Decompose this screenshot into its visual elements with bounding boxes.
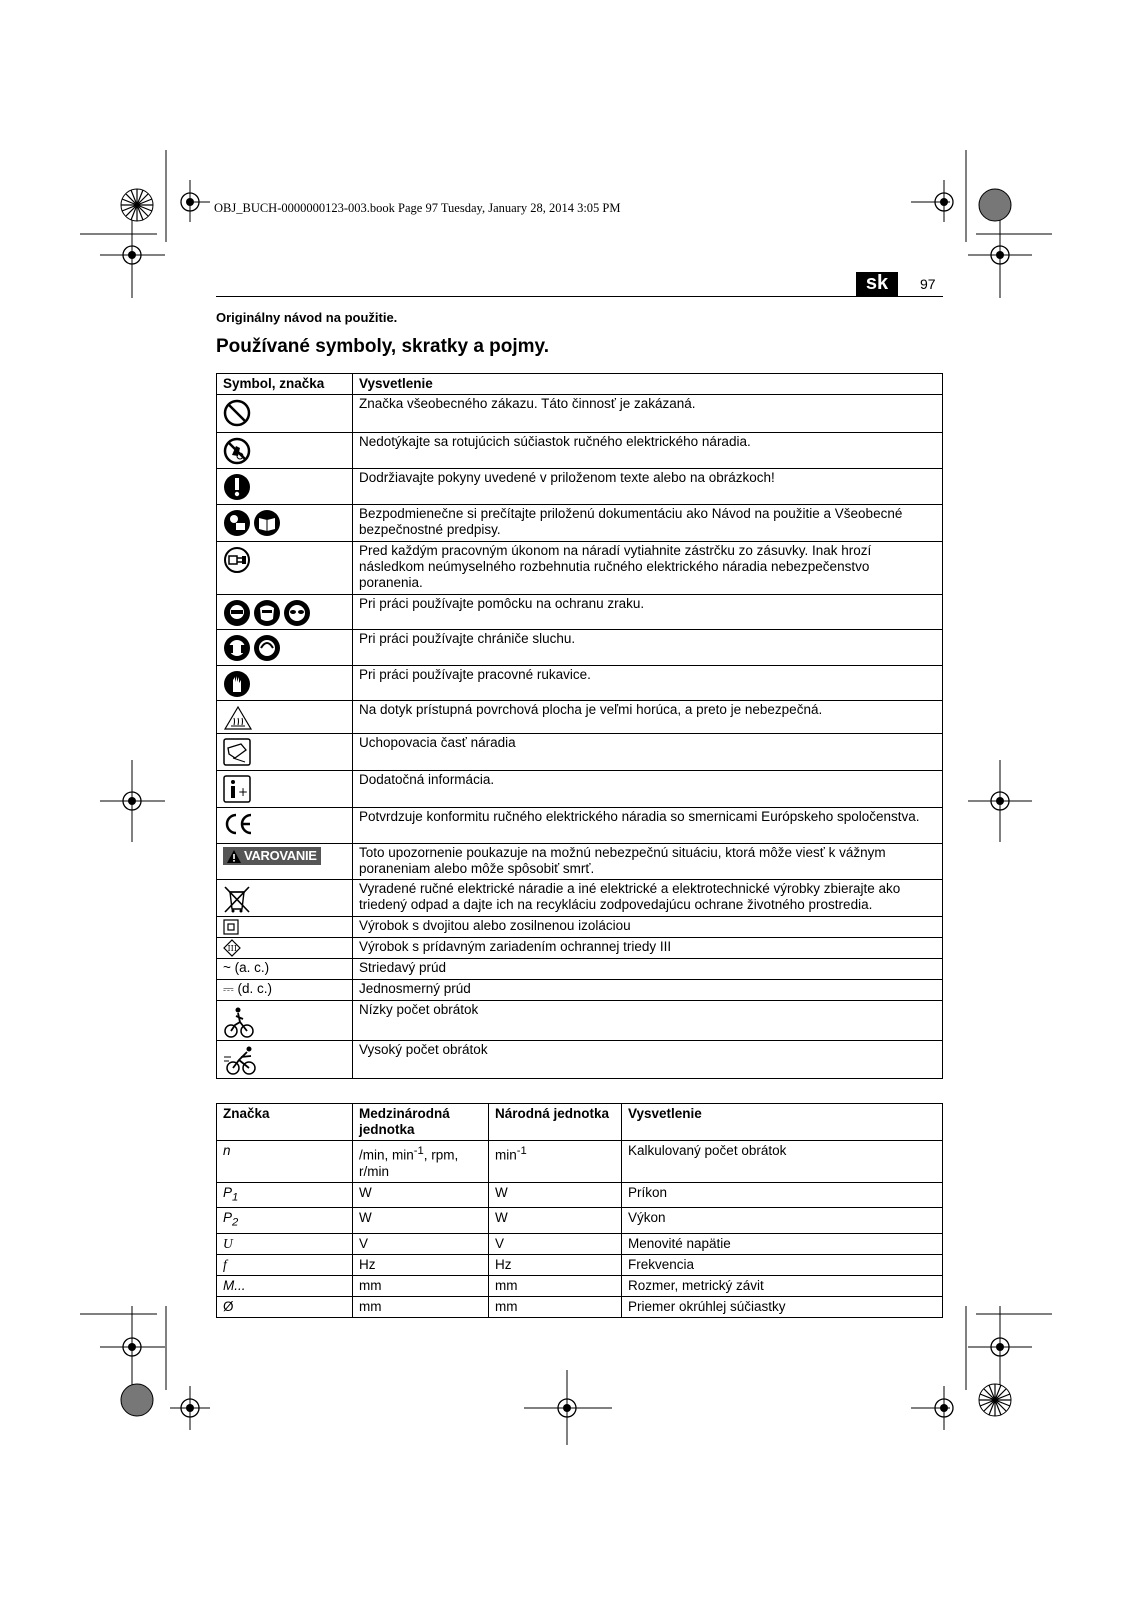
row-text: Dodatočná informácia. xyxy=(353,771,943,808)
row-text: Výrobok s prídavným zariadením ochrannej triedy III xyxy=(353,938,943,959)
weee-bin-icon xyxy=(223,884,251,914)
table-row xyxy=(217,1041,943,1079)
table-row xyxy=(217,1001,943,1041)
ac-label: ~ (a. c.) xyxy=(217,959,353,980)
table-row xyxy=(217,542,943,595)
info-icon xyxy=(223,775,251,803)
table-row xyxy=(217,938,943,959)
table-row xyxy=(217,433,943,469)
unit-description: Priemer okrúhlej súčiastky xyxy=(622,1296,943,1317)
national-unit: Hz xyxy=(489,1254,622,1275)
table-row xyxy=(217,1182,943,1208)
class-iii-icon xyxy=(223,939,241,957)
row-text: Potvrdzuje konformitu ručného elektrického náradia so smernicami Európskeho spoločenstva. xyxy=(353,808,943,844)
intl-unit: mm xyxy=(353,1296,489,1317)
unit-description: Menovité napätie xyxy=(622,1233,943,1254)
row-text: Pri práci používajte pomôcku na ochranu zraku. xyxy=(353,595,943,630)
row-text: Pri práci používajte pracovné rukavice. xyxy=(353,666,943,701)
row-text: Bezpodmienečne si prečítajte priloženú dokumentáciu ako Návod na použitie a Všeobecné bezpečnostné predpisy. xyxy=(353,505,943,542)
table-row xyxy=(217,980,943,1001)
column-header: Značka xyxy=(217,1104,353,1141)
unit-description: Príkon xyxy=(622,1182,943,1208)
intl-unit: V xyxy=(353,1233,489,1254)
table-row xyxy=(217,701,943,734)
table-row xyxy=(217,505,943,542)
table-row xyxy=(217,808,943,844)
row-text: Dodržiavajte pokyny uvedené v priloženom texte alebo na obrázkoch! xyxy=(353,469,943,505)
ce-mark-icon xyxy=(223,812,253,836)
ear-protection-icon xyxy=(223,634,251,662)
table-row xyxy=(217,1233,943,1254)
unit-symbol: M... xyxy=(217,1275,353,1296)
unit-symbol: n xyxy=(217,1141,353,1183)
table-row xyxy=(217,595,943,630)
row-text: Vysoký počet obrátok xyxy=(353,1041,943,1079)
unplug-icon xyxy=(223,546,251,574)
row-text: Nedotýkajte sa rotujúcich súčiastok ručného elektrického náradia. xyxy=(353,433,943,469)
row-text: Striedavý prúd xyxy=(353,959,943,980)
table-row xyxy=(217,630,943,666)
row-text: Nízky počet obrátok xyxy=(353,1001,943,1041)
read-manual-icon xyxy=(223,509,251,537)
table-row xyxy=(217,1254,943,1275)
double-insulation-icon xyxy=(223,919,239,935)
svg-text:+: + xyxy=(238,785,249,799)
unit-symbol: $P_2$ xyxy=(217,1208,353,1234)
unit-description: Rozmer, metrický závit xyxy=(622,1275,943,1296)
grip-area-icon xyxy=(223,738,251,766)
goggles-icon xyxy=(283,599,311,627)
page-title: Používané symboly, skratky a pojmy. xyxy=(216,336,549,357)
dc-label: ⎓ (d. c.) xyxy=(217,980,353,1001)
table-row xyxy=(217,917,943,938)
column-header: Vysvetlenie xyxy=(622,1104,943,1141)
warning-badge xyxy=(223,847,321,865)
prohibition-icon xyxy=(223,399,251,427)
row-text: Výrobok s dvojitou alebo zosilnenou izoláciou xyxy=(353,917,943,938)
unit-description: Výkon xyxy=(622,1208,943,1234)
row-text: Toto upozornenie poukazuje na možnú nebezpečnú situáciu, ktorá môže viesť k vážnym poraneniam alebo môže spôsobiť smrť. xyxy=(353,844,943,880)
unit-symbol: $P_1$ xyxy=(217,1182,353,1208)
low-speed-bicycle-icon xyxy=(223,1005,255,1039)
face-shield-icon xyxy=(253,599,281,627)
unit-description: Kalkulovaný počet obrátok xyxy=(622,1141,943,1183)
table-row xyxy=(217,771,943,808)
national-unit: mm xyxy=(489,1296,622,1317)
unit-description: Frekvencia xyxy=(622,1254,943,1275)
manual-book-icon xyxy=(253,509,281,537)
hot-surface-icon xyxy=(223,705,253,731)
row-text: Vyradené ručné elektrické náradie a iné elektrické a elektrotechnické výrobky zbierajte ako triedený odpad a dajte ich na recykláciu zodpovedajúcu ochrane životného prostredia. xyxy=(353,880,943,917)
warning-triangle-icon xyxy=(227,850,241,863)
eye-protection-icon xyxy=(223,599,251,627)
column-header: Medzinárodná jednotka xyxy=(353,1104,489,1141)
table-row xyxy=(217,959,943,980)
table-row xyxy=(217,880,943,917)
column-header: Symbol, značka xyxy=(217,374,353,395)
table-header-row xyxy=(217,374,943,395)
table-row xyxy=(217,1208,943,1234)
table-row xyxy=(217,734,943,771)
unit-symbol: Ø xyxy=(217,1296,353,1317)
symbols-table xyxy=(216,373,943,1079)
unit-symbol: U xyxy=(217,1233,353,1254)
intl-unit: W xyxy=(353,1182,489,1208)
book-header: OBJ_BUCH-0000000123-003.book Page 97 Tuesday, January 28, 2014 3:05 PM xyxy=(214,201,621,215)
national-unit: W xyxy=(489,1208,622,1234)
table-row xyxy=(217,1296,943,1317)
intl-unit: Hz xyxy=(353,1254,489,1275)
column-header: Národná jednotka xyxy=(489,1104,622,1141)
exclamation-icon xyxy=(223,473,251,501)
table-row xyxy=(217,666,943,701)
intl-unit: mm xyxy=(353,1275,489,1296)
national-unit: W xyxy=(489,1182,622,1208)
national-unit: V xyxy=(489,1233,622,1254)
table-row xyxy=(217,395,943,433)
units-table xyxy=(216,1103,943,1318)
table-row xyxy=(217,844,943,880)
high-speed-bicycle-icon xyxy=(223,1045,259,1077)
subtitle: Originálny návod na použitie. xyxy=(216,310,398,325)
national-unit: mm xyxy=(489,1275,622,1296)
header-rule xyxy=(216,296,943,297)
table-row xyxy=(217,1141,943,1183)
gloves-icon xyxy=(223,670,251,698)
row-text: Jednosmerný prúd xyxy=(353,980,943,1001)
intl-unit: W xyxy=(353,1208,489,1234)
table-row xyxy=(217,469,943,505)
unit-symbol: f xyxy=(217,1254,353,1275)
ear-muffs-icon xyxy=(253,634,281,662)
page-number: 97 xyxy=(920,276,936,292)
svg-text:III: III xyxy=(227,944,237,953)
row-text: Značka všeobecného zákazu. Táto činnosť je zakázaná. xyxy=(353,395,943,433)
row-text: Uchopovacia časť náradia xyxy=(353,734,943,771)
intl-unit: /min, $\min^{-1}$, rpm, r/min xyxy=(353,1141,489,1183)
row-text: Pred každým pracovným úkonom na náradí vytiahnite zástrčku zo zásuvky. Inak hrozí následkom neúmyselného rozbehnutia ručného elektrického náradia nebezpečenstvo poranenia. xyxy=(353,542,943,595)
table-row xyxy=(217,1275,943,1296)
row-text: Na dotyk prístupná povrchová plocha je veľmi horúca, a preto je nebezpečná. xyxy=(353,701,943,734)
national-unit: $\min^{-1}$ xyxy=(489,1141,622,1183)
table-header-row xyxy=(217,1104,943,1141)
language-badge: sk xyxy=(856,272,898,296)
warning-badge-label: VAROVANIE xyxy=(244,848,317,863)
do-not-touch-rotating-icon xyxy=(223,437,251,465)
column-header: Vysvetlenie xyxy=(353,374,943,395)
row-text: Pri práci používajte chrániče sluchu. xyxy=(353,630,943,666)
